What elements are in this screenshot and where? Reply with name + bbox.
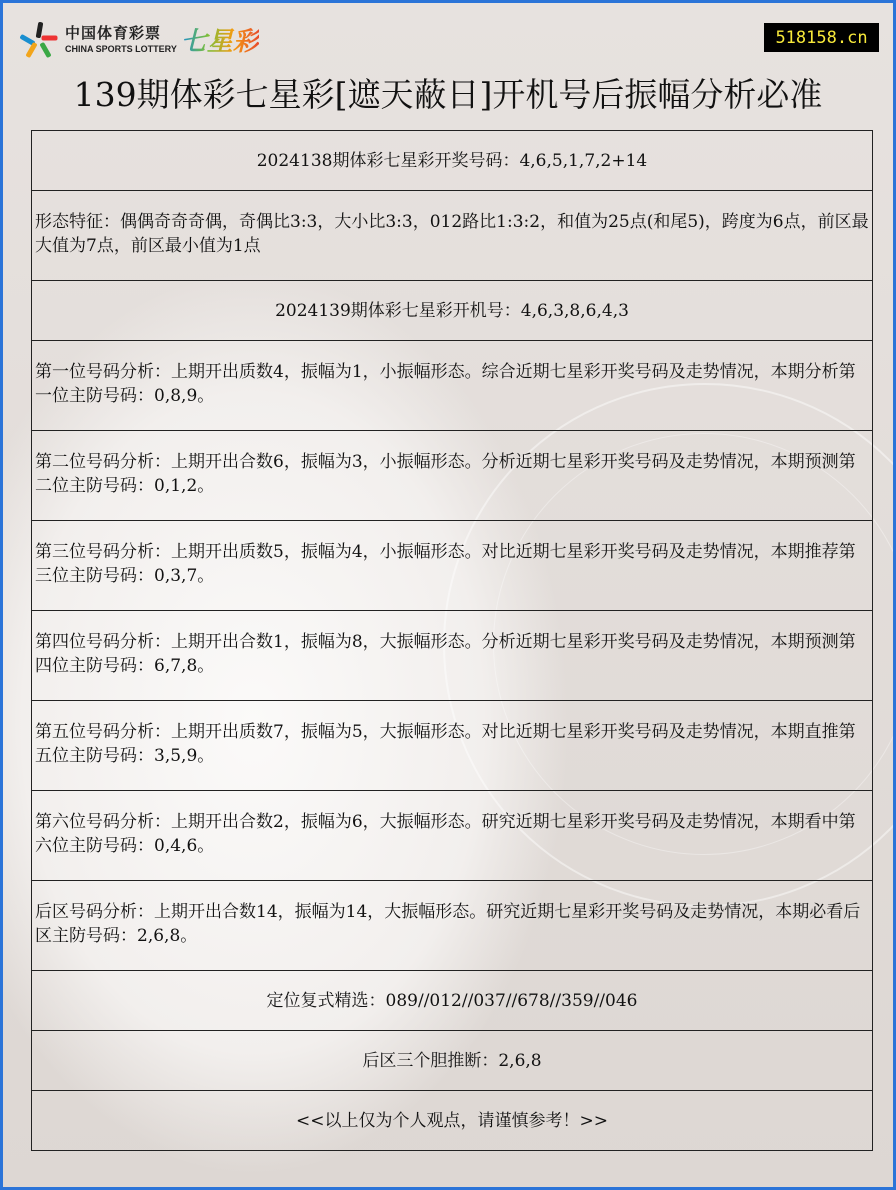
table-row bbox=[32, 971, 873, 1031]
table-cell: 后区号码分析：上期开出合数14，振幅为14，大振幅形态。研究近期七星彩开奖号码及走势情况，本期必看后区主防号码：2,6,8。 bbox=[32, 881, 873, 971]
table-cell: 第一位号码分析：上期开出质数4，振幅为1，小振幅形态。综合近期七星彩开奖号码及走势情况，本期分析第一位主防号码：0,8,9。 bbox=[32, 341, 873, 431]
table-row bbox=[32, 131, 873, 191]
table-row bbox=[32, 431, 873, 521]
table-row bbox=[32, 701, 873, 791]
table-cell: 2024139期体彩七星彩开机号：4,6,3,8,6,4,3 bbox=[32, 281, 873, 341]
table-cell: 第五位号码分析：上期开出质数7，振幅为5，大振幅形态。对比近期七星彩开奖号码及走势情况，本期直推第五位主防号码：3,5,9。 bbox=[32, 701, 873, 791]
table-cell: 定位复式精选：089//012//037//678//359//046 bbox=[32, 971, 873, 1031]
table-cell: 第三位号码分析：上期开出质数5，振幅为4，小振幅形态。对比近期七星彩开奖号码及走势情况，本期推荐第三位主防号码：0,3,7。 bbox=[32, 521, 873, 611]
table-cell: 后区三个胆推断：2,6,8 bbox=[32, 1031, 873, 1091]
analysis-table bbox=[31, 130, 873, 1151]
table-row bbox=[32, 1091, 873, 1151]
china-sports-lottery-logo: 中国体育彩票 CHINA SPORTS LOTTERY 七星彩 bbox=[21, 21, 259, 58]
table-cell: 第六位号码分析：上期开出合数2，振幅为6，大振幅形态。研究近期七星彩开奖号码及走势情况，本期看中第六位主防号码：0,4,6。 bbox=[32, 791, 873, 881]
table-row bbox=[32, 1031, 873, 1091]
table-cell: <<以上仅为个人观点，请谨慎参考！>> bbox=[32, 1091, 873, 1151]
table-row bbox=[32, 611, 873, 701]
table-cell: 2024138期体彩七星彩开奖号码：4,6,5,1,7,2+14 bbox=[32, 131, 873, 191]
site-badge[interactable]: 518158.cn bbox=[764, 23, 879, 52]
table-cell: 第四位号码分析：上期开出合数1，振幅为8，大振幅形态。分析近期七星彩开奖号码及走势情况，本期预测第四位主防号码：6,7,8。 bbox=[32, 611, 873, 701]
table-row bbox=[32, 791, 873, 881]
table-row bbox=[32, 191, 873, 281]
table-row bbox=[32, 521, 873, 611]
lottery-star-icon bbox=[21, 22, 57, 58]
table-row bbox=[32, 281, 873, 341]
table-cell: 形态特征：偶偶奇奇奇偶，奇偶比3:3，大小比3:3，012路比1:3:2，和值为25点(和尾5)，跨度为6点，前区最大值为7点，前区最小值为1点 bbox=[32, 191, 873, 281]
table-row bbox=[32, 341, 873, 431]
table-cell: 第二位号码分析：上期开出合数6，振幅为3，小振幅形态。分析近期七星彩开奖号码及走势情况，本期预测第二位主防号码：0,1,2。 bbox=[32, 431, 873, 521]
page-title: 139期体彩七星彩[遮天蔽日]开机号后振幅分析必准 bbox=[73, 75, 823, 114]
table-row bbox=[32, 881, 873, 971]
